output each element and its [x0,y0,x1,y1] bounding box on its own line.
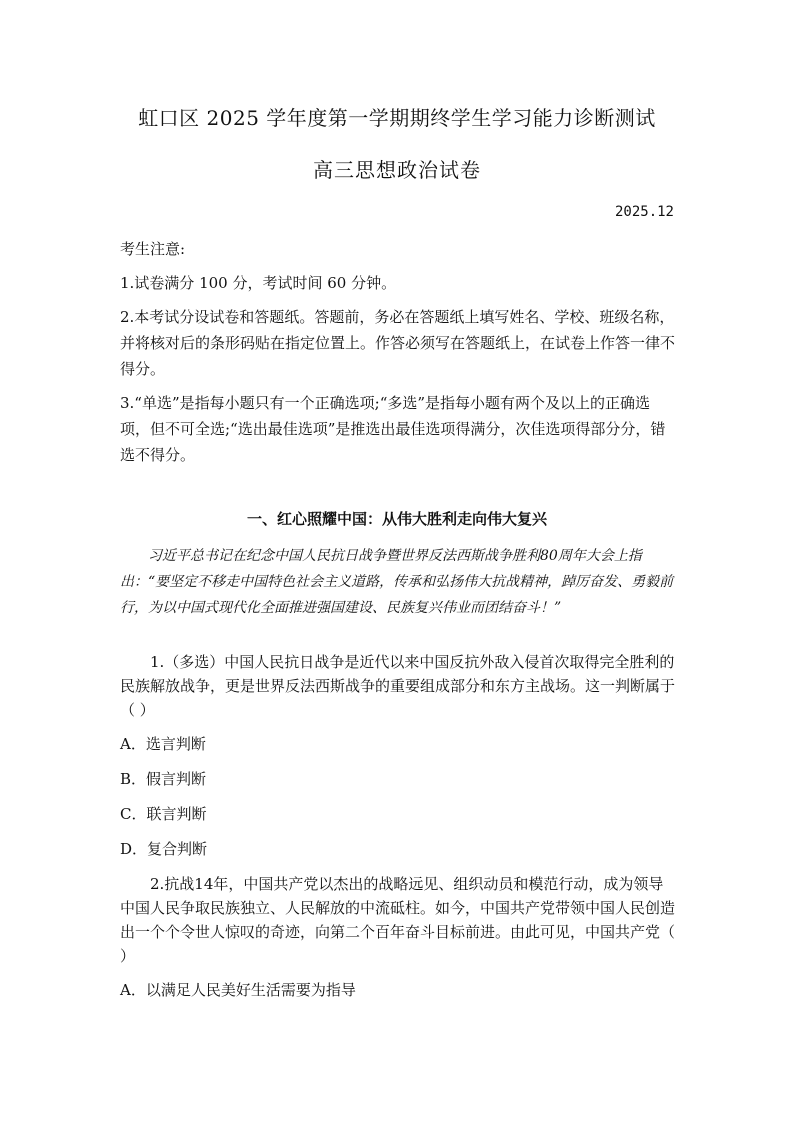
question-option: D．复合判断 [120,840,208,858]
question-option: C．联言判断 [120,805,207,823]
question-option: A．选言判断 [120,735,206,753]
exam-date: 2025.12 [614,204,674,220]
exam-title: 虹口区 2025 学年度第一学期期终学生学习能力诊断测试 [138,106,656,130]
question-stem: 2.抗战14年，中国共产党以杰出的战略远见、组织动员和模范行动，成为领导中国人民争取民族独立、人民解放的中流砥柱。如今，中国共产党带领中国人民创造出一个个令世人惊叹的奇迹，向第二个百年奋斗目标前进。由此可见，中国共产党（ ） [120,875,676,965]
notice-item: 1.试卷满分 100 分，考试时间 60 分钟。 [120,274,397,292]
question-item [120,872,676,1002]
section-quote: 习近平总书记在纪念中国人民抗日战争暨世界反法西斯战争胜利80周年大会上指出：“要坚定不移走中国特色社会主义道路，传承和弘扬伟大抗战精神，踔厉奋发、勇毅前行，为以中国式现代化全面推进强国建设、民族复兴伟业而团结奋斗！” [120,548,674,616]
question-stem: 1.（多选）中国人民抗日战争是近代以来中国反抗外敌入侵首次取得完全胜利的民族解放战争，更是世界反法西斯战争的重要组成部分和东方主战场。这一判断属于（ ） [120,653,676,719]
notice-item: 3.“单选”是指每小题只有一个正确选项;“多选”是指每小题有两个及以上的正确选项，但不可全选;“选出最佳选项”是推选出最佳选项得满分，次佳选项得部分分，错选不得分。 [120,394,666,464]
question-option: B．假言判断 [120,770,207,788]
notice-heading: 考生注意: [120,240,186,258]
notice-item: 2.本考试分设试卷和答题纸。答题前，务必在答题纸上填写姓名、学校、班级名称，并将核对后的条形码贴在指定位置上。作答必须写在答题纸上，在试卷上作答一律不得分。 [120,308,676,378]
question-option: A．以满足人民美好生活需要为指导 [120,981,356,999]
section-title: 一、红心照耀中国：从伟大胜利走向伟大复兴 [246,510,547,528]
exam-subtitle: 高三思想政治试卷 [313,158,481,182]
candidate-notice [120,236,676,476]
question-list [120,650,676,1013]
question-item [120,650,676,861]
